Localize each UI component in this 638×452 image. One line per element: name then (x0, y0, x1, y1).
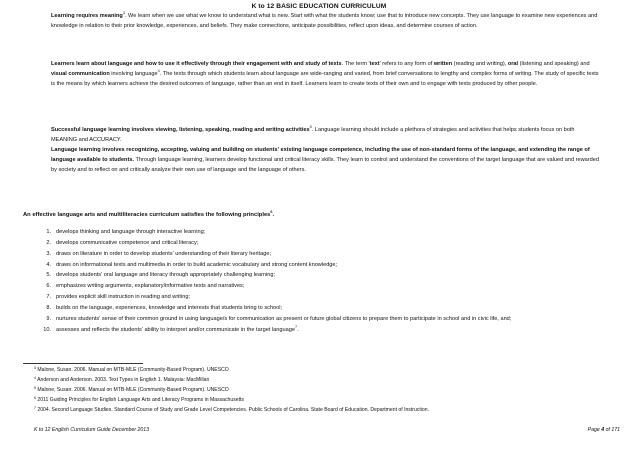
footnote-number: 7 (34, 406, 36, 410)
list-item-number: 6. (46, 283, 51, 290)
footnote-ref: 7 (294, 324, 298, 329)
list-item (37, 238, 597, 249)
footnote-ref: 5 (309, 125, 312, 129)
paragraph-study-of-texts (51, 60, 599, 90)
paragraph-text: involving language (109, 70, 158, 77)
list-item-number: 8. (46, 304, 51, 311)
paragraph-lead: Successful language learning involves viewing, listening, speaking, reading and writing activities (51, 127, 310, 133)
list-item (37, 249, 597, 260)
list-item-text: builds on the language, experiences, knowledge and interests that students bring to school; (56, 304, 283, 311)
footnote-text: Malone, Susan. 2006. Manual on MTB-MLE (Community-Based Program). UNESCO (35, 387, 229, 393)
footnote-number: 5 (34, 386, 36, 390)
paragraph-text: . Language learning should include a plethora of strategies and activities that helps students focus on both MEANING and ACCURACY. (51, 127, 575, 143)
footnote-text: Anderson and Anderson. 2003. Text Types in English 1. Malaysia: MacMillan (35, 377, 210, 383)
list-item-text: develops students' oral language and literacy through appropriately challenging learning; (56, 272, 276, 279)
list-item (37, 303, 597, 314)
list-item-text: draws on informational texts and multimedia in order to build academic vocabulary and strong content knowledge; (56, 261, 338, 268)
list-item (37, 325, 597, 336)
list-item (37, 292, 597, 303)
list-item-number: 10. (43, 326, 51, 333)
list-item-text: draws on literature in order to develop students' understanding of their literary heritage; (56, 250, 271, 257)
footnote-number: 4 (34, 376, 36, 380)
list-item-end: . (297, 326, 299, 333)
principles-intro (23, 212, 613, 218)
footer-document-title: K to 12 English Curriculum Guide December 2013 (34, 427, 150, 433)
principles-intro-text: An effective language arts and multiliteracies curriculum satisfies the following principles (23, 212, 271, 218)
list-item (37, 270, 597, 281)
list-item (37, 227, 597, 238)
footnote-ref: 3 (122, 11, 125, 15)
list-item-number: 2. (46, 239, 51, 246)
page-header-title: K to 12 BASIC EDUCATION CURRICULUM (251, 3, 387, 10)
page-total: 171 (611, 427, 620, 433)
list-item (37, 281, 597, 292)
list-item-number: 7. (46, 294, 51, 301)
paragraph-text: (reading and writing), (452, 61, 508, 67)
footer-page-number (588, 427, 620, 433)
principles-list (37, 227, 597, 335)
footnote (34, 366, 594, 376)
footnote-text: 2011 Guiding Principles for English Language Arts and Literacy Programs in Massachusetts (35, 397, 244, 403)
paragraph-text: . The term ' (341, 61, 370, 67)
term-text: text (369, 61, 380, 67)
paragraph-text: Through language learning, learners develop functional and critical literacy skills. They learn to control and understand the conventions of the target language that are valued and rewarded by society and to reflect on and critically analyze their own use of language and the language of others. (51, 156, 599, 173)
paragraph-text: . We learn when we use what we know to understand what is new. Start with what the students know; use that to introduce new concepts. They use language to examine new experiences and knowledge in relation to their prior knowledge, experiences, and beliefs. They make connections, anticipate possibilities, reflect upon ideas, and determine courses of action. (51, 13, 598, 29)
page-prefix: Page (587, 427, 602, 433)
list-item-text: nurtures students' sense of their common ground in using language/s for communication as present or future global citizens to prepare them to participate in school and in civic life, and; (56, 315, 512, 322)
principles-intro-end: . (272, 212, 275, 218)
paragraph-lead-2: Language learning involves recognizing, accepting, valuing and building on students' existing language competence, including the use of non-standard forms of the language, and extending the range of language available to students. (51, 146, 590, 163)
page-current: 4 (601, 427, 605, 433)
footnote-ref: 4 (157, 68, 160, 73)
paragraph-text: . The texts through which students learn about language are wide-ranging and varied, from brief conversations to lengthy and complex forms of writing. The study of specific texts is the means by which learners achieve the desired outcomes of language, rather than an end in itself. Learners learn to create texts of their own and to engage with texts produced by other people. (51, 70, 599, 87)
paragraph-lead: Learners learn about language and how to use it effectively through their engagement with and study of texts (51, 61, 342, 67)
list-item-text: assesses and reflects the students' ability to interpret and/or communicate in the target language (56, 326, 295, 333)
paragraph-successful-language-learning (51, 126, 599, 176)
footnote (34, 406, 594, 416)
footnote-number: 6 (34, 396, 36, 400)
footnote-text: Malone, Susan. 2006. Manual on MTB-MLE (Community-Based Program). UNESCO (35, 367, 229, 373)
footnote-separator (23, 363, 143, 364)
list-item-text: develops thinking and language through interactive learning; (56, 229, 206, 235)
list-item-text: develops communicative competence and critical literacy; (56, 239, 199, 246)
term-visual: visual communication (51, 70, 110, 77)
list-item-number: 9. (46, 315, 51, 322)
list-item-number: 5. (46, 272, 51, 279)
footnote (34, 376, 594, 386)
footnote (34, 396, 594, 406)
paragraph-lead: Learning requires meaning (51, 13, 123, 19)
term-written: written (433, 61, 453, 67)
footnote-ref: 6 (270, 210, 273, 214)
footnote-text: 2004. Second Language Studies. Standard Course of Study and Grade Level Competencies. Public Schools of Carolina. State Board of Education. Department of Instruction. (35, 407, 429, 413)
list-item (37, 314, 597, 325)
list-item-number: 4. (46, 261, 51, 268)
paragraph-text: (listening and speaking) and (518, 61, 590, 67)
footnote (34, 386, 594, 396)
list-item (37, 260, 597, 271)
list-item-text: provides explicit skill instruction in reading and writing; (56, 294, 191, 301)
paragraph-text: ' refers to any form of (379, 61, 434, 67)
list-item-number: 1. (46, 229, 51, 235)
paragraph-learning-requires-meaning (51, 12, 599, 32)
list-item-text: emphasizes writing arguments, explanatory/informative texts and narratives; (56, 283, 245, 290)
term-oral: oral (507, 61, 519, 67)
list-item-number: 3. (46, 250, 51, 257)
page-of: of (604, 427, 612, 433)
footnote-number: 3 (34, 366, 36, 370)
